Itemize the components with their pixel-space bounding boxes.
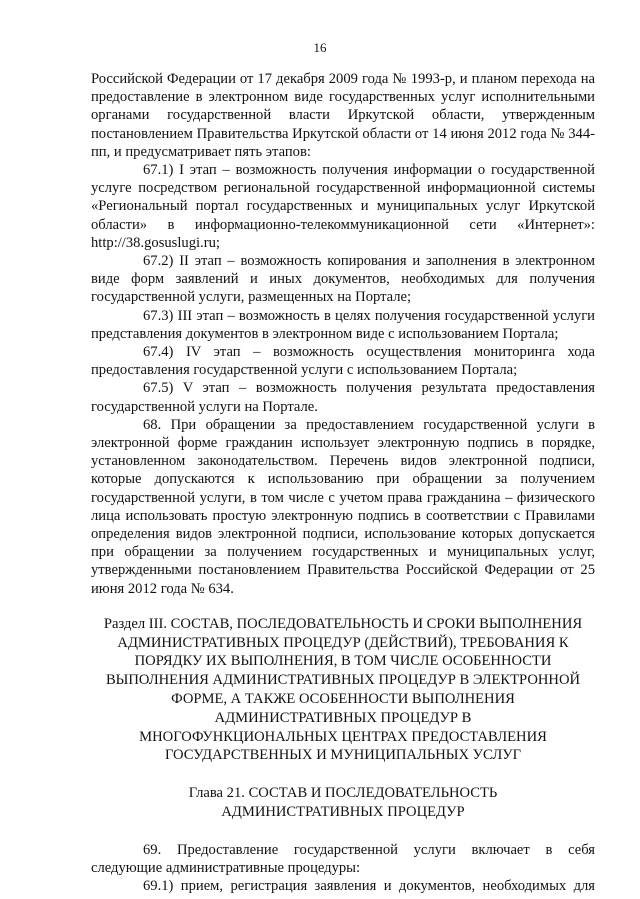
paragraph-67-3: 67.3) III этап – возможность в целях получения государственной услуги представления документов в электронном виде с использованием Портала;: [91, 307, 595, 342]
section-heading-line: Раздел III. СОСТАВ, ПОСЛЕДОВАТЕЛЬНОСТЬ И СРОКИ ВЫПОЛНЕНИЯ: [103, 615, 583, 632]
section-heading-line: АДМИНИСТРАТИВНЫХ ПРОЦЕДУР (ДЕЙСТВИЙ), ТРЕБОВАНИЯ К: [117, 634, 569, 651]
section-heading-line: ВЫПОЛНЕНИЯ АДМИНИСТРАТИВНЫХ ПРОЦЕДУР В ЭЛЕКТРОННОЙ: [105, 672, 581, 689]
page-number: 16: [313, 40, 327, 55]
paragraph-67-4: 67.4) IV этап – возможность осуществления мониторинга хода предоставления государственной услуги с использованием Портала;: [91, 344, 595, 379]
section-heading-line: ПОРЯДКУ ИХ ВЫПОЛНЕНИЯ, В ТОМ ЧИСЛЕ ОСОБЕННОСТИ: [134, 653, 552, 670]
paragraph-67-2: 67.2) II этап – возможность копирования и заполнения в электронном виде форм заявлений и иных документов, необходимых для получения государственной услуги, размещенных на Портале;: [91, 253, 595, 306]
paragraph-67-continuation: Российской Федерации от 17 декабря 2009 года № 1993-р, и планом перехода на предоставление в электронном виде государственных услуг исполнительными органами государственной власти Иркутской области, утвержденным постановлением Правительства Иркутской области от 14 июня 2012 года № 344-пп, и предусматривает пять этапов:: [91, 71, 595, 160]
section-heading: [91, 615, 595, 765]
document-body: [91, 70, 595, 895]
section-heading-line: ФОРМЕ, А ТАКЖЕ ОСОБЕННОСТИ ВЫПОЛНЕНИЯ: [171, 691, 515, 708]
section-heading-line: ГОСУДАРСТВЕННЫХ И МУНИЦИПАЛЬНЫХ УСЛУГ: [164, 747, 522, 764]
paragraph-69-1: 69.1) прием, регистрация заявления и документов, необходимых для: [143, 878, 595, 895]
paragraph-69: 69. Предоставление государственной услуги включает в себя следующие административные процедуры:: [91, 841, 595, 877]
chapter-heading-line: АДМИНИСТРАТИВНЫХ ПРОЦЕДУР: [221, 804, 465, 821]
paragraph-68: 68. При обращении за предоставлением государственной услуги в электронной форме гражданин использует электронную подпись в порядке, установленном законодательством. Перечень видов электронной подписи, которые допускаются к использованию при обращении за получением государственной услуги, в том числе с учетом права гражданина – физического лица использовать простую электронную подпись в соответствии с Правилами определения видов электронной подписи, использование которых допускается при обращении за получением государственных и муниципальных услуг, утвержденными постановлением Правительства Российской Федерации от 25 июня 2012 года № 634.: [91, 416, 595, 597]
chapter-heading-line: Глава 21. СОСТАВ И ПОСЛЕДОВАТЕЛЬНОСТЬ: [188, 785, 498, 802]
section-heading-line: МНОГОФУНКЦИОНАЛЬНЫХ ЦЕНТРАХ ПРЕДОСТАВЛЕНИЯ: [139, 728, 547, 745]
section-heading-line: АДМИНИСТРАТИВНЫХ ПРОЦЕДУР В: [214, 709, 472, 726]
chapter-heading: [91, 784, 595, 822]
paragraph-67-5: 67.5) V этап – возможность получения результата предоставления государственной услуги на Портале.: [91, 380, 595, 415]
paragraph-67-1: 67.1) I этап – возможность получения информации о государственной услуге посредством региональной государственной информационной системы «Региональный портал государственных и муниципальных услуг Иркутской области» в информационно-телекоммуникационной сети «Интернет»: http://38.gosuslugi.ru;: [91, 162, 595, 251]
